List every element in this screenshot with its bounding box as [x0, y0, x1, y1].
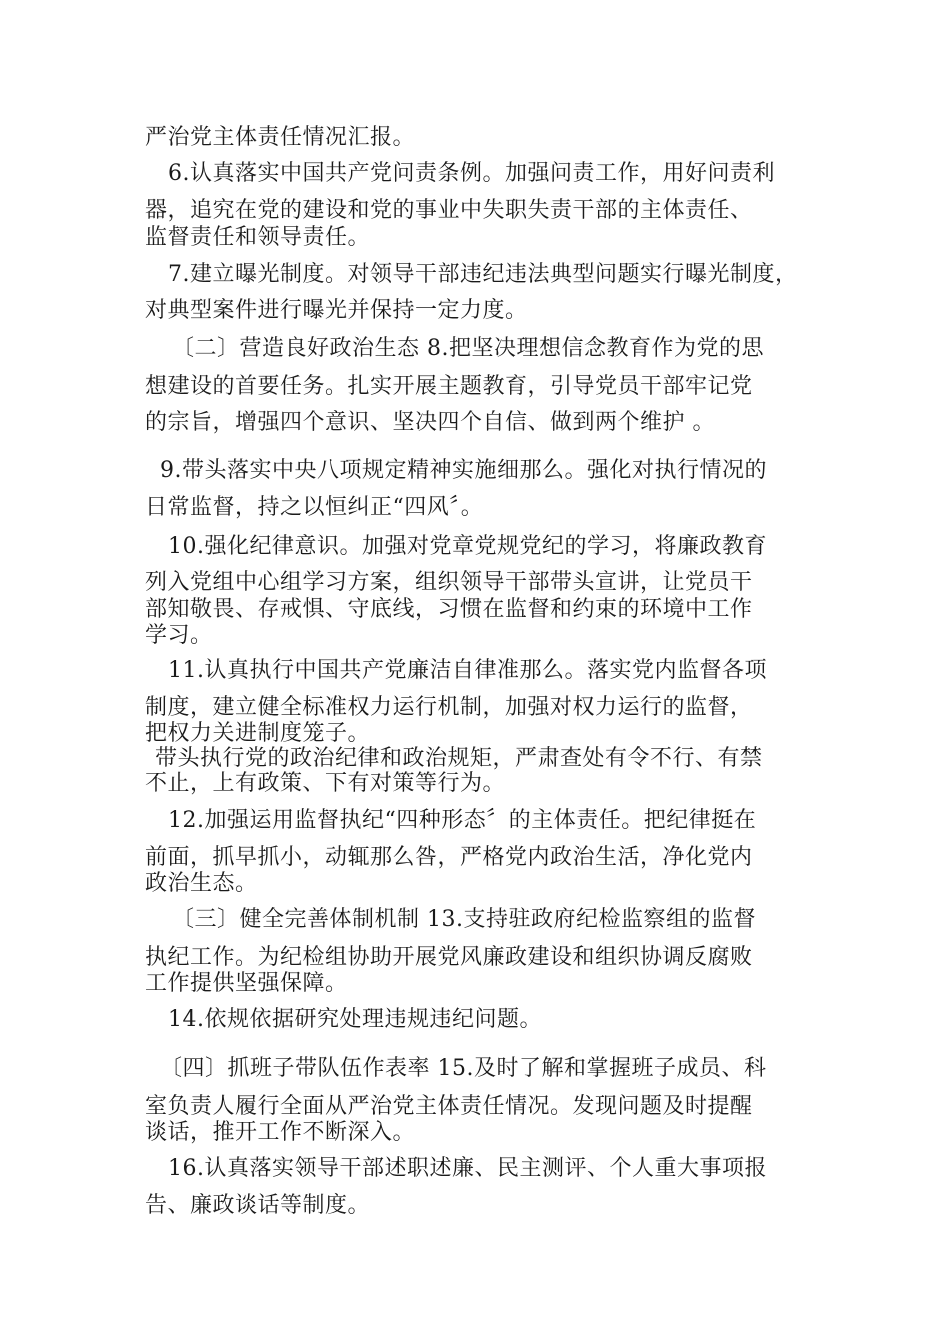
text-line: 9.带头落实中央八项规定精神实施细那么。强化对执行情况的 — [160, 458, 767, 483]
text-line: 制度，建立健全标准权力运行机制，加强对权力运行的监督， — [145, 695, 753, 720]
text-line: 对典型案件进行曝光并保持一定力度。 — [145, 298, 528, 323]
text-line: 把权力关进制度笼子。 — [145, 721, 371, 746]
section-heading-line: 〔四〕抓班子带队伍作表率 15.及时了解和掌握班子成员、科 — [160, 1056, 767, 1081]
text-line: 列入党组中心组学习方案，组织领导干部带头宣讲，让党员干 — [145, 570, 753, 595]
text-line: 学习。 — [145, 623, 213, 648]
text-line: 16.认真落实领导干部述职述廉、民主测评、个人重大事项报 — [168, 1156, 767, 1181]
text-line: 12.加强运用监督执纪“四种形态〞的主体责任。把纪律挺在 — [168, 808, 757, 833]
text-line: 11.认真执行中国共产党廉洁自律准那么。落实党内监督各项 — [168, 658, 767, 683]
text-line: 前面，抓早抓小，动辄那么咎，严格党内政治生活，净化党内 — [145, 845, 753, 870]
text-line: 不止，上有政策、下有对策等行为。 — [145, 771, 506, 796]
text-line: 室负责人履行全面从严治党主体责任情况。发现问题及时提醒 — [145, 1094, 753, 1119]
text-line: 器，追究在党的建设和党的事业中失职失责干部的主体责任、 — [145, 198, 753, 223]
text-line: 严治党主体责任情况汇报。 — [145, 125, 416, 150]
text-line: 政治生态。 — [145, 871, 258, 896]
text-line: 带头执行党的政治纪律和政治规矩，严肃查处有令不行、有禁 — [155, 746, 763, 771]
text-line: 部知敬畏、存戒惧、守底线，习惯在监督和约束的环境中工作 — [145, 597, 753, 622]
text-line: 的宗旨，增强四个意识、坚决四个自信、做到两个维护 。 — [145, 410, 715, 435]
section-heading-line: 〔三〕健全完善体制机制 13.支持驻政府纪检监察组的监督 — [172, 907, 756, 932]
section-heading-line: 〔二〕营造良好政治生态 8.把坚决理想信念教育作为党的思 — [172, 336, 764, 361]
text-line: 工作提供坚强保障。 — [145, 971, 348, 996]
text-line: 执纪工作。为纪检组协助开展党风廉政建设和组织协调反腐败 — [145, 945, 753, 970]
text-line: 6.认真落实中国共产党问责条例。加强问责工作，用好问责利 — [168, 161, 775, 186]
text-line: 监督责任和领导责任。 — [145, 225, 371, 250]
text-line: 谈话，推开工作不断深入。 — [145, 1120, 416, 1145]
text-line: 7.建立曝光制度。对领导干部违纪违法典型问题实行曝光制度， — [168, 262, 798, 287]
text-line: 想建设的首要任务。扎实开展主题教育，引导党员干部牢记党 — [145, 374, 753, 399]
text-line: 10.强化纪律意识。加强对党章党规党纪的学习，将廉政教育 — [168, 534, 767, 559]
text-line: 告、廉政谈话等制度。 — [145, 1193, 371, 1218]
text-line: 日常监督，持之以恒纠正“四风〞。 — [145, 495, 484, 520]
text-line: 14.依规依据研究处理违规违纪问题。 — [168, 1007, 542, 1032]
